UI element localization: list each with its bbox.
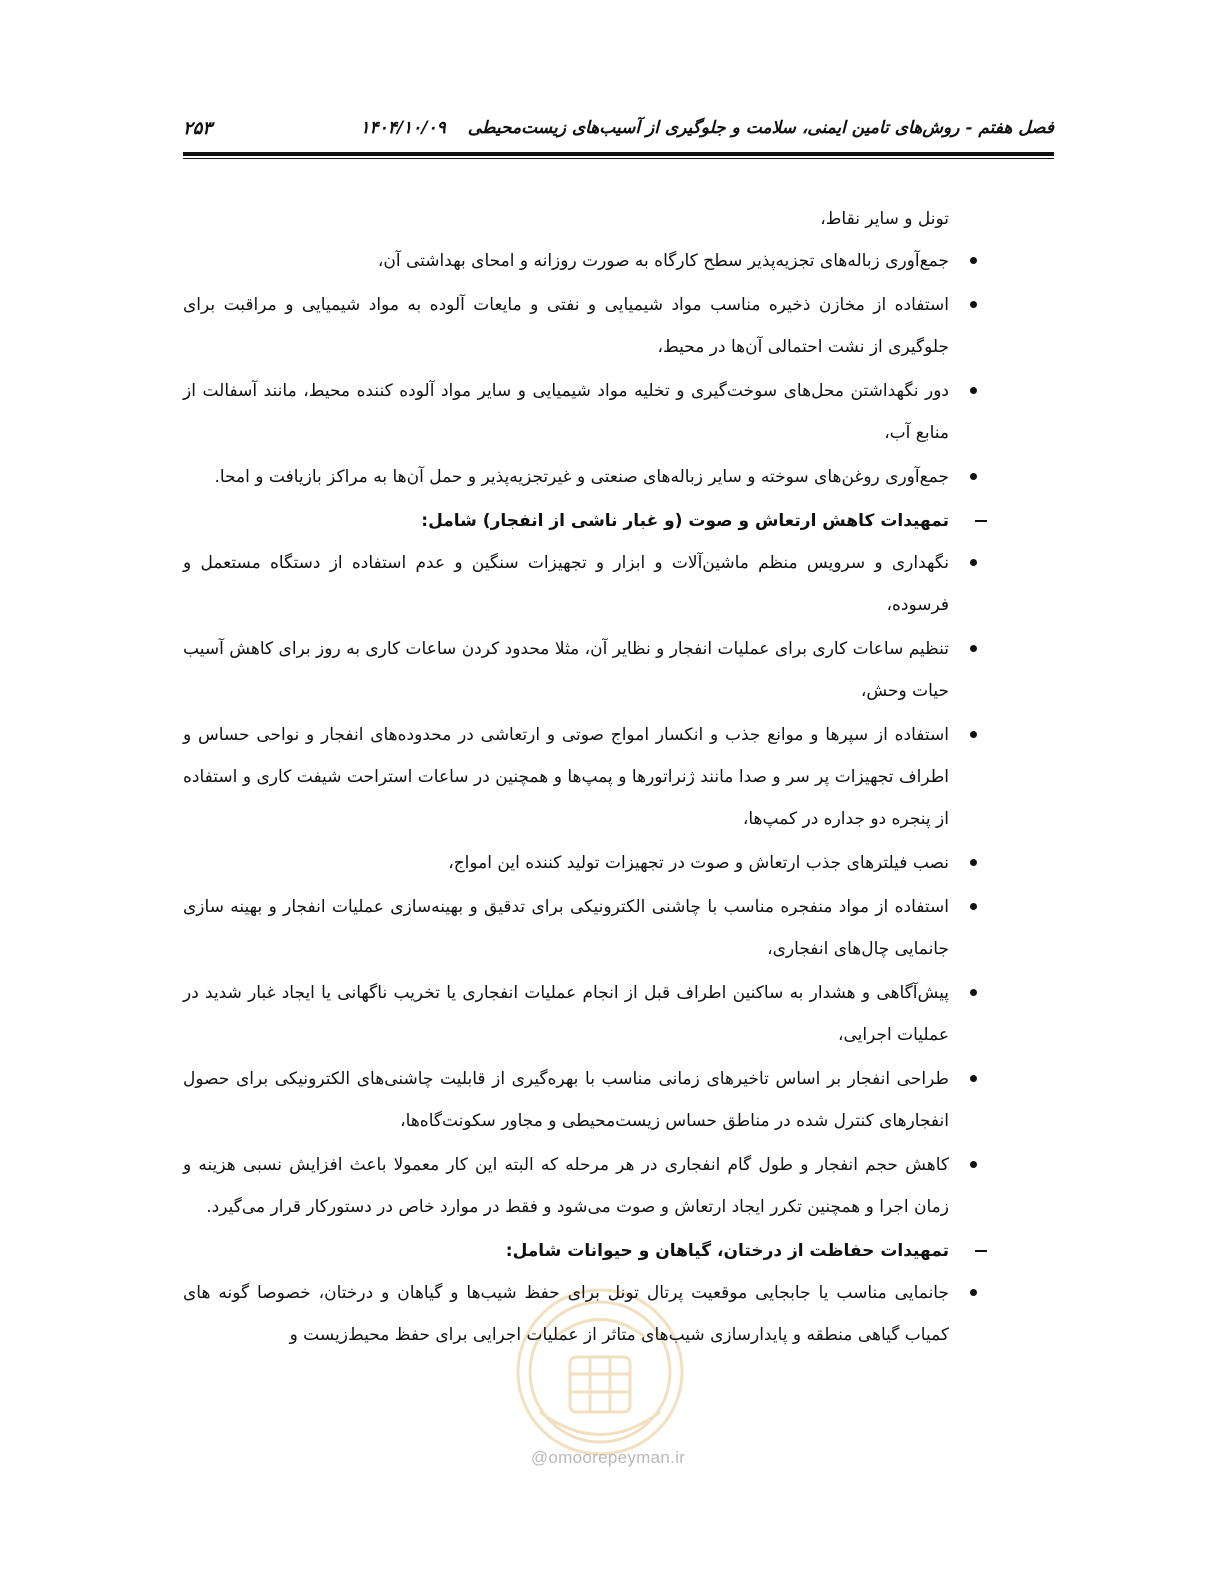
bullet-icon: [970, 989, 977, 996]
bullet-icon: [970, 1161, 977, 1168]
bullet-icon: [970, 257, 977, 264]
vegetation-list: [183, 1272, 949, 1356]
bullet-icon: [970, 903, 977, 910]
header-rule-thin: [183, 158, 1054, 159]
header-date: ۱۴۰۴/۱۰/۰۹: [360, 118, 446, 138]
list-item: جمع‌آوری روغن‌های سوخته و سایر زباله‌های صنعتی و غیرتجزیه‌پذیر و حمل آن‌ها به مراکز بازیافت و امحا.: [183, 456, 949, 498]
bullet-icon: [970, 559, 977, 566]
bullet-icon: [970, 301, 977, 308]
dash-icon: [975, 520, 987, 522]
body-text: [183, 198, 949, 1358]
vibration-list: [183, 542, 949, 1228]
list-item: جمع‌آوری زباله‌های تجزیه‌پذیر سطح کارگاه به صورت روزانه و امحای بهداشتی آن،: [183, 240, 949, 282]
chapter-title: [360, 118, 1054, 138]
list-item: کاهش حجم انفجار و طول گام انفجاری در هر مرحله که البته این کار معمولا باعث افزایش نسبی هزینه و زمان اجرا و همچنین تکرر ایجاد ارتعاش و صوت می‌شود و فقط در موارد خاص در دستورکار قرار می‌گیرد.: [183, 1144, 949, 1228]
continuation-line: تونل و سایر نقاط،: [820, 209, 949, 229]
list-item: جانمایی مناسب یا جابجایی موقعیت پرتال تونل برای حفظ شیب‌ها و گیاهان و درختان، خصوصا گونه های کمیاب گیاهی منطقه و پایدارسازی شیب‌های متاثر از عملیات اجرایی برای حفظ محیط‌زیست و: [183, 1272, 949, 1356]
bullet-icon: [970, 859, 977, 866]
list-item: استفاده از مخازن ذخیره مناسب مواد شیمیایی و نفتی و مایعات آلوده به مواد شیمیایی و مراقبت برای جلوگیری از نشت احتمالی آن‌ها در محیط،: [183, 284, 949, 368]
bullet-icon: [970, 731, 977, 738]
list-item: نصب فیلترهای جذب ارتعاش و صوت در تجهیزات تولید کننده این امواج،: [183, 842, 949, 884]
page-number: ۲۵۳: [183, 118, 213, 139]
section-heading-vibration: تمهیدات کاهش ارتعاش و صوت (و غبار ناشی از انفجار) شامل:: [183, 500, 949, 542]
list-item: پیش‌آگاهی و هشدار به ساکنین اطراف قبل از انجام عملیات انفجاری یا تخریب ناگهانی یا ایجاد غبار شدید در عملیات اجرایی،: [183, 972, 949, 1056]
bullet-icon: [970, 473, 977, 480]
waste-list: [183, 240, 949, 498]
bullet-icon: [970, 1289, 977, 1296]
running-header: [183, 118, 1054, 148]
watermark-url: @omoorepeyman.ir: [530, 1448, 686, 1467]
section-heading-vegetation: تمهیدات حفاظت از درختان، گیاهان و حیوانات شامل:: [183, 1230, 949, 1272]
list-item: استفاده از سپرها و موانع جذب و انکسار امواج صوتی و ارتعاشی در محدوده‌های انفجار و نواحی حساس و اطراف تجهیزات پر سر و صدا مانند ژنراتورها و پمپ‌ها و همچنین در ساعات استراحت شیفت کاری و استفاده از پنجره دو جداره در کمپ‌ها،: [183, 714, 949, 840]
bullet-icon: [970, 1075, 977, 1082]
chapter-title-text: فصل هفتم - روش‌های تامین ایمنی، سلامت و جلوگیری از آسیب‌های زیست‌محیطی: [467, 118, 1054, 138]
list-item: تنظیم ساعات کاری برای عملیات انفجار و نظایر آن، مثلا محدود کردن ساعات کاری به روز برای کاهش آسیب حیات وحش،: [183, 628, 949, 712]
list-item: دور نگهداشتن محل‌های سوخت‌گیری و تخلیه مواد شیمیایی و سایر مواد آلوده کننده محیط، مانند آسفالت از منابع آب،: [183, 370, 949, 454]
list-item: استفاده از مواد منفجره مناسب با چاشنی الکترونیکی برای تدقیق و بهینه‌سازی عملیات انفجار و بهینه سازی جانمایی چال‌های انفجاری،: [183, 886, 949, 970]
bullet-icon: [970, 645, 977, 652]
bullet-icon: [970, 387, 977, 394]
dash-icon: [975, 1250, 987, 1252]
header-rule-thick: [183, 152, 1054, 156]
list-item: نگهداری و سرویس منظم ماشین‌آلات و ابزار و تجهیزات سنگین و عدم استفاده از دستگاه مستعمل و فرسوده،: [183, 542, 949, 626]
list-item: طراحی انفجار بر اساس تاخیرهای زمانی مناسب با بهره‌گیری از قابلیت چاشنی‌های الکترونیکی برای حصول انفجارهای کنترل شده در مناطق حساس زیست‌محیطی و مجاور سکونت‌گاه‌ها،: [183, 1058, 949, 1142]
